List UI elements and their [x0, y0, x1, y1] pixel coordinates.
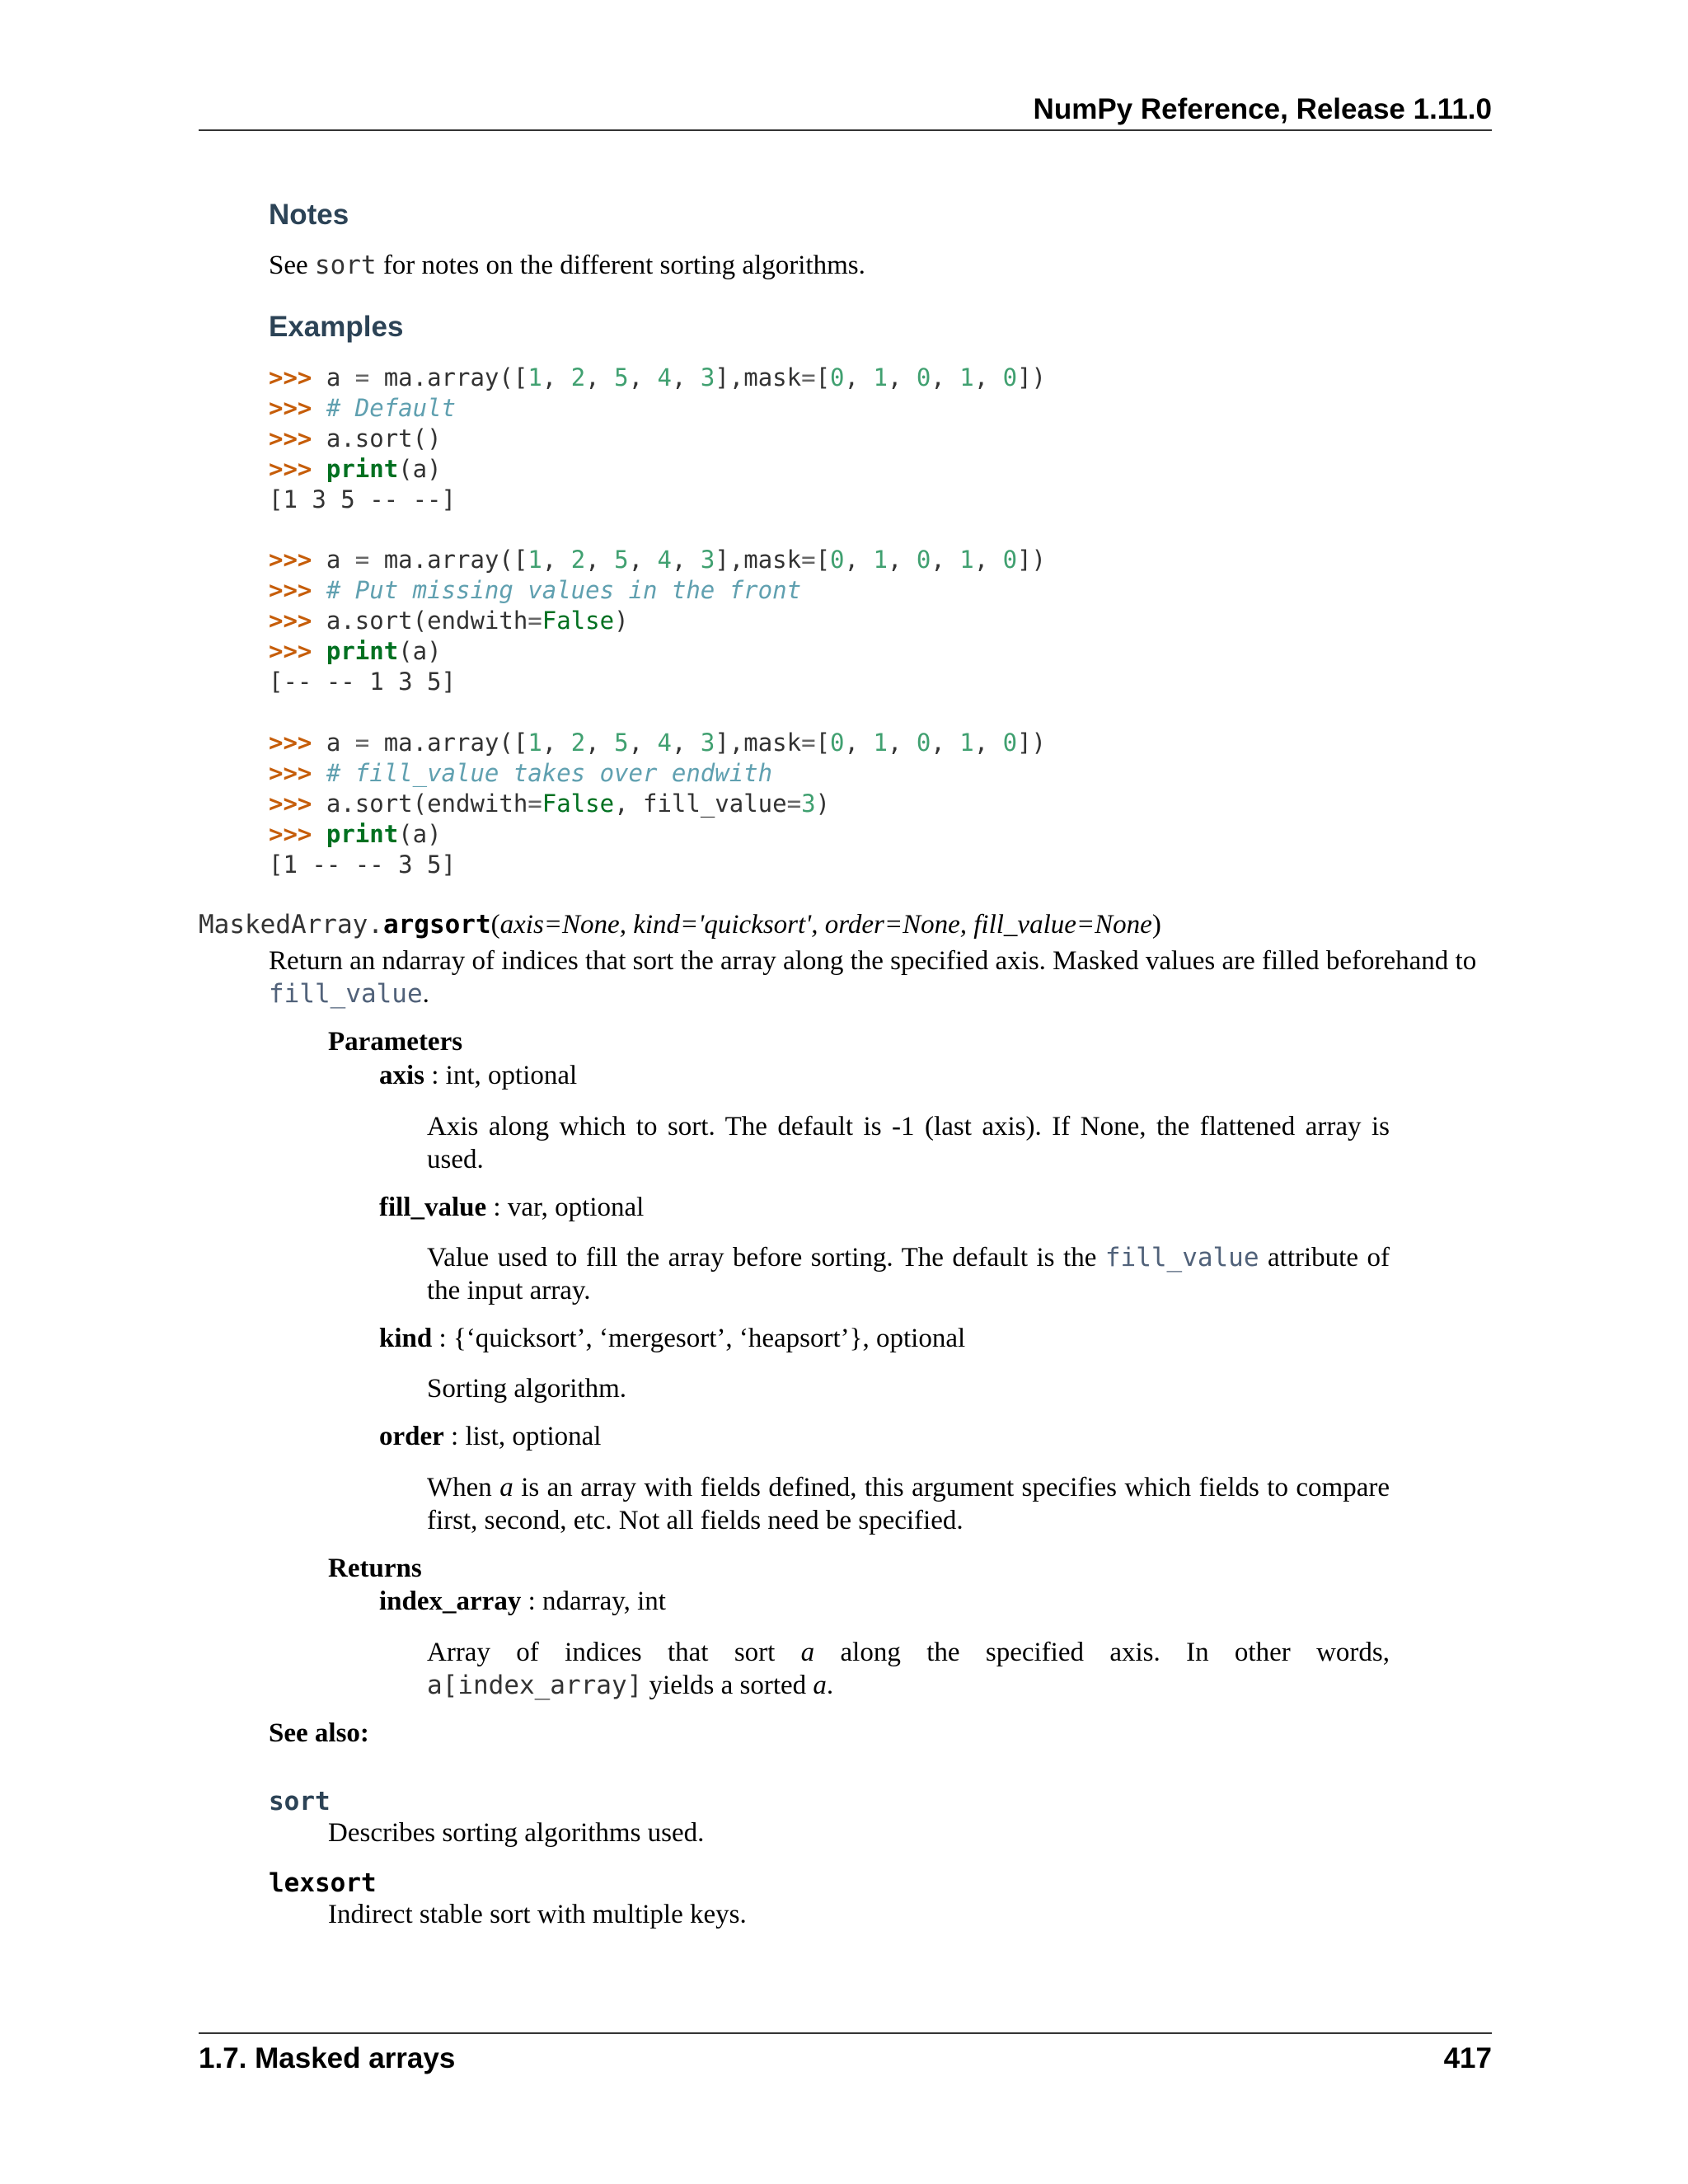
return-desc — [427, 1636, 1390, 1702]
see-also-heading: See also: — [269, 1718, 369, 1748]
fill-value-attr-link[interactable]: fill_value — [1104, 1243, 1259, 1272]
notes-text — [269, 249, 865, 282]
param-kind: kind : {‘quicksort’, ‘mergesort’, ‘heapsort’}, optional — [379, 1324, 966, 1353]
method-description: Return an ndarray of indices that sort the array along the specified axis. Masked values are filled beforehand to fill_value. — [269, 946, 1477, 1009]
param-order-desc: When a is an array with fields defined, this argument specifies which fields to compare first, second, etc. Not all fields need be specified. — [427, 1473, 1390, 1535]
notes-text-before: See — [269, 251, 315, 280]
page-header-title: NumPy Reference, Release 1.11.0 — [1033, 93, 1492, 125]
return-desc-line2: a[index_array] yields a sorted a. — [427, 1671, 834, 1700]
notes-sort-code: sort — [314, 251, 377, 280]
footer-section-title: 1.7. Masked arrays — [199, 2042, 456, 2074]
param-fill-value: fill_value : var, optional — [379, 1193, 645, 1222]
index-array-code: a[index_array] — [427, 1671, 643, 1700]
see-also-sort-desc: Describes sorting algorithms used. — [328, 1818, 705, 1848]
see-also-lexsort: lexsort — [269, 1868, 377, 1898]
return-name: index_array — [379, 1586, 522, 1616]
param-fill-value-desc: Value used to fill the array before sorting. The default is the fill_value attribute of the input array. — [427, 1243, 1390, 1305]
header-rule — [199, 129, 1492, 131]
examples-heading: Examples — [269, 311, 404, 343]
param-kind-desc: Sorting algorithm. — [427, 1374, 626, 1404]
param-fill-value-name: fill_value — [379, 1193, 487, 1222]
example-block-3: >>> a = ma.array([1, 2, 5, 4, 3],mask=[0, 1, 0, 1, 0]) >>> # fill_value takes over endwith >>> a.sort(endwith=False, fill_value=3) >>> print(a) [1 -- -- 3 5] — [269, 729, 1046, 879]
fill-value-link[interactable]: fill_value — [269, 979, 423, 1009]
returns-heading: Returns — [328, 1554, 422, 1583]
param-axis: axis : int, optional — [379, 1061, 578, 1090]
param-kind-name: kind — [379, 1324, 433, 1353]
see-also-sort-link[interactable]: sort — [269, 1787, 331, 1816]
notes-heading: Notes — [269, 199, 349, 231]
param-axis-desc: Axis along which to sort. The default is -1 (last axis). If None, the flattened array is used. — [427, 1112, 1390, 1174]
signature-params: axis=None, kind='quicksort', order=None, fill_value=None — [499, 910, 1152, 940]
return-index-array: index_array : ndarray, int — [379, 1586, 666, 1616]
param-axis-name: axis — [379, 1061, 425, 1090]
signature-method-name: argsort — [382, 910, 491, 940]
method-signature: MaskedArray.argsort(axis=None, kind='quicksort', order=None, fill_value=None) — [199, 910, 1161, 940]
example-block-1: >>> a = ma.array([1, 2, 5, 4, 3],mask=[0, 1, 0, 1, 0]) >>> # Default >>> a.sort() >>> print(a) [1 3 5 -- --] — [269, 363, 1046, 513]
param-order: order : list, optional — [379, 1422, 602, 1451]
signature-class: MaskedArray. — [199, 910, 383, 940]
param-order-name: order — [379, 1422, 444, 1451]
example-block-2: >>> a = ma.array([1, 2, 5, 4, 3],mask=[0, 1, 0, 1, 0]) >>> # Put missing values in the front >>> a.sort(endwith=False) >>> print(a) [-- -- 1 3 5] — [269, 546, 1046, 696]
see-also-lexsort-desc: Indirect stable sort with multiple keys. — [328, 1900, 747, 1929]
return-desc-line1: Array of indices that sort a along the specified axis. In other words, — [427, 1638, 1390, 1667]
footer-page-number: 417 — [1443, 2042, 1492, 2074]
notes-text-after: for notes on the different sorting algorithms. — [376, 251, 865, 280]
footer-rule — [199, 2032, 1492, 2034]
parameters-heading: Parameters — [328, 1027, 463, 1057]
